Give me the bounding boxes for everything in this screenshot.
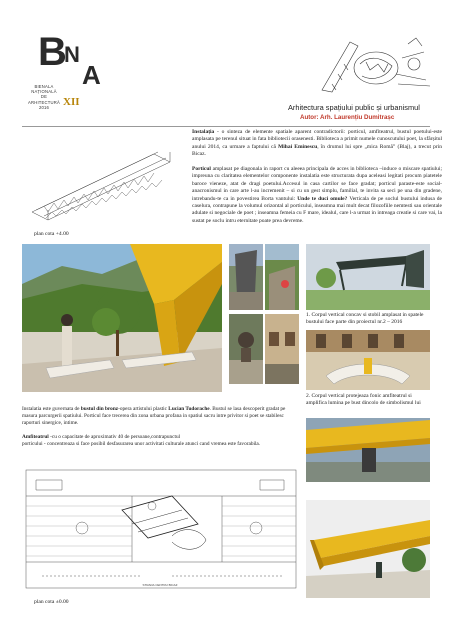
logo-subtitle-line: NAȚIONALĂ xyxy=(31,89,57,95)
author-line: Autor: Arh. Laurențiu Dumitrașc xyxy=(300,114,395,121)
library-facade-photo xyxy=(265,314,299,384)
lower-text: -opera artistului plastic xyxy=(118,406,169,412)
construction-photo-1 xyxy=(229,244,263,310)
page-title: Arhitectura spațiului public și urbanismul xyxy=(288,103,420,112)
logo-subtitle-line: ARHITECTURĂ xyxy=(28,99,60,105)
bust-statue-photo xyxy=(229,314,263,384)
portico-text: amplasat pe diagonala in raport cu aleeea principala de acces in biblioteca –induce o miscare spatiului; impreuna cu claritatea elementelor componente instalatia este structurata dupa aceleasi legitati procum piatetele baroce vieneze, atat de dragi poetului.Accesul in casa cartilor se face gradat; porticul paraste-este social- anacronismul in care arte l-au incremenit – si cu un gest simplu, familial, te invita sa seci pe una din gradene, intrebandu-te ca in povestirea Borta vantului: xyxy=(192,166,442,202)
lower-paragraph-3 xyxy=(22,441,300,448)
amphitheatre-text: -cu o capacitate de aproximativ 40 de persoane,contrapunctul xyxy=(48,434,181,440)
logo-subtitle-line: 2016 xyxy=(38,104,50,110)
logo-letter-n: N xyxy=(64,42,80,67)
sketch-illustration xyxy=(318,34,434,98)
plan-top-label: plan cota +4.00 xyxy=(34,231,69,237)
logo-subtitle-line: DE xyxy=(40,94,48,100)
intro-label-portico: Porticul xyxy=(192,166,211,172)
intro-paragraph-2 xyxy=(192,166,442,225)
rendering-3 xyxy=(306,418,430,482)
portico-quote: Unde te duci omule? xyxy=(297,195,348,202)
portico-text-tail: Verticala de pe soclul bustului indusa de caselura, contrapune la volumul orizontal al porticului, inseamna mai mult decat filozofiile nemtesti sau orientale adulate si negociale de poet ; inseamna femeia cu F mare, idealul, care l-a urmat in intreaga creatie si care vai, la sustat pe soclu intru eternitate poate prea devreme. xyxy=(192,195,443,224)
logo-subtitle-line: BIENALA xyxy=(34,84,54,89)
lower-text: . Bustul se lasa descoperit gradat pe masura parcurgerii spatiului. Porticul face trecerea din zona urbana profana in spatiul sacru intre privitor si poet se stabilesc raporturi sinergice, intime. xyxy=(22,406,286,426)
rendering-2 xyxy=(306,330,430,390)
plan-street-label: STRADA CENTRU BICAZ xyxy=(142,583,178,587)
lower-text: Instalatia este guvernata de xyxy=(22,406,81,412)
plan-bottom-label: plan cota ±0.00 xyxy=(34,599,69,605)
header-divider xyxy=(22,126,430,127)
rendering-4 xyxy=(306,500,430,598)
intro-text: - o sinteza de elemente spatiale aparent contradictorii: porticul, amfiteatrul, bustul poetului-este amplasata pe terenul situat in fata bibliotecii orasenesti. Biblioteca a primit numele cunoscutului poet, la sfârșitul anului 2014, ca urmare a faptului că xyxy=(192,129,442,150)
intro-label-installation: Instalația xyxy=(192,129,215,135)
lower-paragraph-2 xyxy=(22,434,300,441)
main-photo xyxy=(22,244,222,392)
lower-paragraph-1 xyxy=(22,406,300,427)
ground-floor-plan xyxy=(22,466,300,592)
logo-subtitle xyxy=(22,84,66,110)
caption-2: 2. Corpul vertical protejeaza fonic amfiteatrul si amplifica lumina pe bust dincolo de simbolismul lui xyxy=(306,393,421,406)
logo-letter-b: B xyxy=(38,30,67,74)
poet-name: Mihai Eminescu xyxy=(278,143,318,150)
artist-name: Lucian Tudorache xyxy=(168,406,210,412)
rendering-1 xyxy=(306,244,430,310)
caption-1: 1. Corpul vertical concav si stobil amplasat in spatele bustului face parte din proiectul nr.2 – 2016 xyxy=(306,312,424,325)
amphitheatre-label: Amfiteatrul xyxy=(22,434,49,440)
logo-edition: XII xyxy=(63,96,80,108)
bronze-bust-label: bustul din bronz xyxy=(80,406,119,412)
intro-text-tail: , în drumul lui spre „mica Romă” (Blaj), a trecut prin Bicaz. xyxy=(192,143,442,158)
intro-paragraph-1 xyxy=(192,129,442,159)
portico-activities-text: porticului - concentreaza si face posibil desfasurarea unor activitati culturale atunci cand vremea este favorabila. xyxy=(22,441,261,447)
logo-letter-a: A xyxy=(82,60,101,90)
construction-photo-2 xyxy=(265,244,299,310)
portico-axonometric-drawing xyxy=(26,140,176,226)
